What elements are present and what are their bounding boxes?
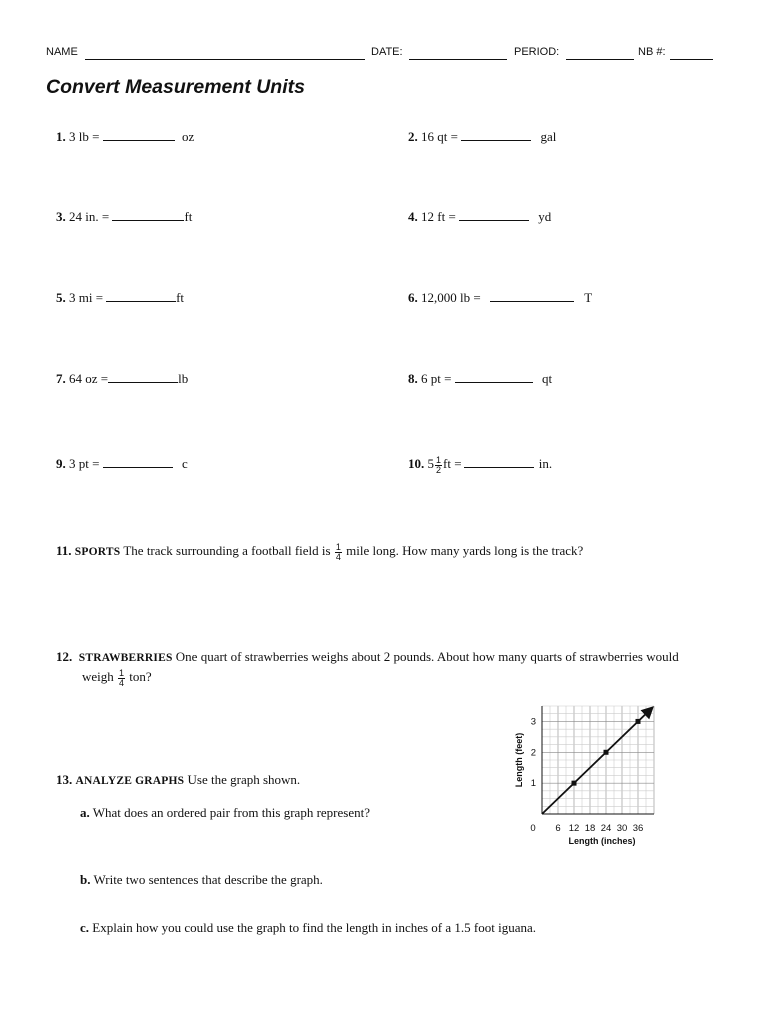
series-line <box>542 709 651 814</box>
answer-blank-3[interactable] <box>112 211 184 221</box>
problem-6: 6. 12,000 lb = T <box>408 290 593 305</box>
answer-blank-10[interactable] <box>464 458 534 468</box>
problem-3: 3. 24 in. = ft <box>56 209 193 224</box>
y-tick-label: 3 <box>530 716 536 728</box>
question-13a: a. What does an ordered pair from this graph represent? <box>80 805 370 820</box>
page-title: Convert Measurement Units <box>46 76 305 98</box>
origin-label: 0 <box>530 823 536 834</box>
x-tick-label: 18 <box>584 823 596 834</box>
fraction-one-half: $\frac{1}{2}$ <box>436 454 442 475</box>
name-field[interactable] <box>85 59 365 60</box>
fraction-one-quarter: $\frac{1}{4}$ <box>335 541 341 562</box>
problem-2: 2. 16 qt = gal <box>408 129 557 144</box>
length-conversion-graph <box>500 696 670 861</box>
problem-1: 1. 3 lb = oz <box>56 129 195 144</box>
y-tick-label: 2 <box>530 747 536 759</box>
answer-blank-7[interactable] <box>108 373 178 383</box>
data-point <box>604 750 609 755</box>
answer-blank-1[interactable] <box>103 131 175 141</box>
question-12: 12. STRAWBERRIES One quart of strawberries weighs about 2 pounds. About how many quarts of strawberries would <box>56 649 679 664</box>
data-point <box>636 719 641 724</box>
problem-8: 8. 6 pt = qt <box>408 371 553 386</box>
question-13b: b. Write two sentences that describe the graph. <box>80 872 323 887</box>
answer-blank-5[interactable] <box>106 292 176 302</box>
name-label: NAME <box>46 46 78 58</box>
problem-9: 9. 3 pt = c <box>56 456 188 471</box>
question-12-cont: weigh $\frac{1}{4}$ ton? <box>82 667 152 688</box>
x-tick-label: 24 <box>600 823 612 834</box>
problem-5: 5. 3 mi = ft <box>56 290 185 305</box>
date-field[interactable] <box>409 59 507 60</box>
question-13: 13. ANALYZE GRAPHS Use the graph shown. <box>56 772 301 787</box>
x-tick-label: 30 <box>616 823 628 834</box>
x-tick-label: 6 <box>555 823 561 834</box>
problem-4: 4. 12 ft = yd <box>408 209 552 224</box>
question-13c: c. Explain how you could use the graph to find the length in inches of a 1.5 foot iguana. <box>80 920 536 935</box>
answer-blank-9[interactable] <box>103 458 173 468</box>
answer-blank-8[interactable] <box>455 373 533 383</box>
data-point <box>572 781 577 786</box>
nb-field[interactable] <box>670 59 713 60</box>
answer-blank-2[interactable] <box>461 131 531 141</box>
y-tick-label: 1 <box>530 778 536 790</box>
date-label: DATE: <box>371 46 403 58</box>
x-tick-label: 12 <box>568 823 580 834</box>
problem-10: 10. 5 $\frac{1}{2}$ ft = in. <box>408 454 553 475</box>
x-axis-label: Length (inches) <box>568 836 636 846</box>
nb-label: NB #: <box>638 46 666 58</box>
y-axis-label: Length (feet) <box>514 732 524 788</box>
question-11: 11. SPORTS The track surrounding a football field is $\frac{1}{4}$ mile long. How many yards long is the track? <box>56 541 584 562</box>
problem-7: 7. 64 oz = lb <box>56 371 189 386</box>
answer-blank-6[interactable] <box>490 292 574 302</box>
period-field[interactable] <box>566 59 634 60</box>
fraction-one-quarter: $\frac{1}{4}$ <box>119 667 125 688</box>
x-tick-label: 36 <box>632 823 644 834</box>
answer-blank-4[interactable] <box>459 211 529 221</box>
period-label: PERIOD: <box>514 46 560 58</box>
